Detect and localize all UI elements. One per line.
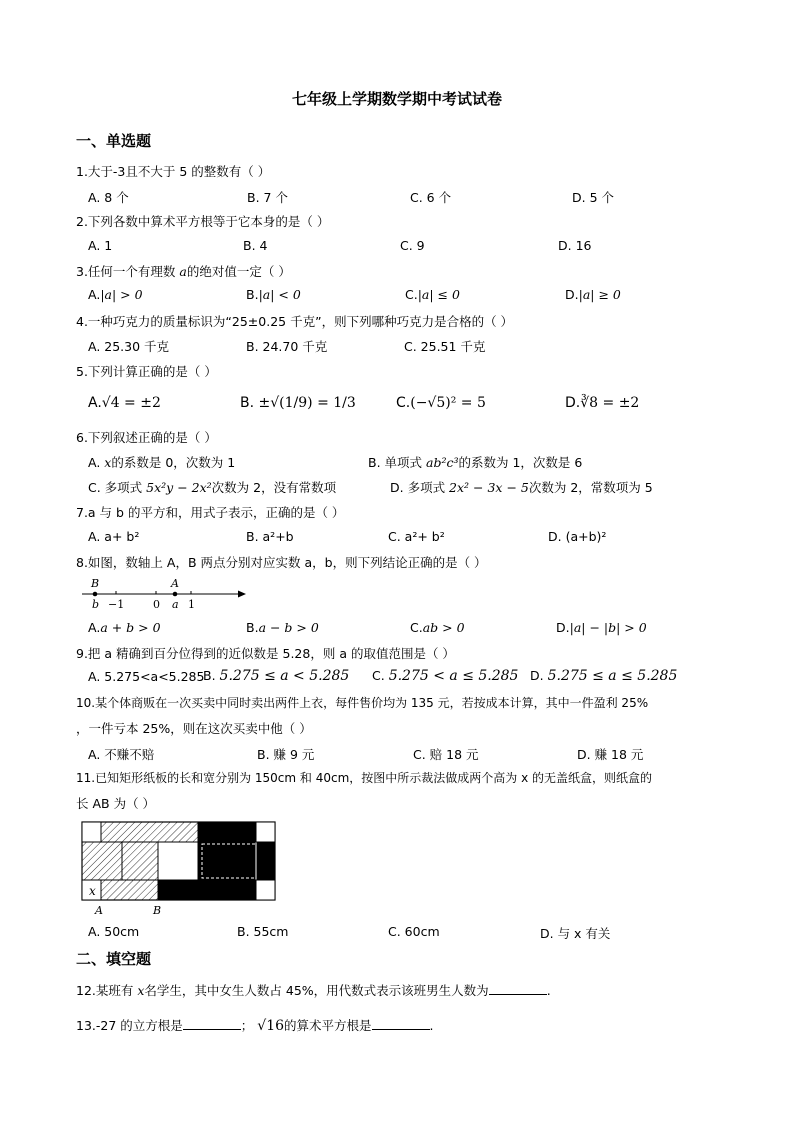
question-8-stem: 8.如图，数轴上 A，B 两点分别对应实数 a，b，则下列结论正确的是（ ） [76, 555, 487, 570]
question-10-option-a[interactable]: A. 不赚不赔 [88, 747, 155, 762]
option-label: D. [530, 668, 544, 683]
option-label: A. [88, 287, 101, 302]
option-label: C. 多项式 [88, 480, 147, 495]
question-13 [76, 1016, 726, 1036]
option-label: C. [405, 287, 418, 302]
question-1-option-d[interactable]: D. 5 个 [572, 190, 614, 205]
question-13-separator: ； [240, 1018, 254, 1033]
question-3-option-c[interactable] [405, 287, 460, 302]
option-math: |a| ≥ 0 [578, 287, 621, 302]
question-3-stem [76, 262, 726, 281]
option-label: D. [565, 287, 579, 302]
question-3-stem-text: 3.任何一个有理数 [76, 264, 180, 279]
option-math: 5.275 ≤ a ≤ 5.285 [547, 668, 678, 684]
question-13-period: . [429, 1018, 434, 1033]
option-label: D. [565, 395, 581, 411]
question-7-option-d[interactable]: D. (a+b)² [548, 529, 607, 544]
question-10-option-c[interactable]: C. 赔 18 元 [413, 747, 479, 762]
figure-label-A: A [95, 904, 103, 917]
option-math: 5.275 < a ≤ 5.285 [388, 668, 519, 684]
option-text: 次数为 2，常数项为 5 [528, 480, 653, 495]
question-7-option-a[interactable]: A. a+ b² [88, 529, 140, 544]
axis-label-a: a [172, 598, 179, 611]
option-text: 的系数是 0，次数为 1 [111, 455, 236, 470]
option-label: B. [246, 287, 259, 302]
option-label: C. [372, 668, 385, 683]
option-math: 5x²y − 2x² [146, 480, 212, 495]
question-3-option-a[interactable] [88, 287, 143, 302]
option-label: D. 多项式 [390, 480, 450, 495]
question-11-stem-line1: 11.已知矩形纸板的长和宽分别为 150cm 和 40cm，按图中所示裁法做成两个高为 x 的无盖纸盒，则纸盒的 [76, 771, 653, 785]
question-13-text: 13.-27 的立方根是 [76, 1018, 183, 1033]
option-label: B. ± [240, 395, 271, 411]
option-label: A. [88, 455, 105, 470]
question-8-option-b[interactable] [246, 620, 319, 635]
question-10-stem-line2: ，一件亏本 25%，则在这次买卖中他（ ） [76, 721, 312, 736]
answer-blank[interactable] [183, 1017, 241, 1030]
question-1-option-c[interactable]: C. 6 个 [410, 190, 452, 205]
option-label: B. 单项式 [368, 455, 426, 470]
question-5-stem: 5.下列计算正确的是（ ） [76, 364, 217, 379]
option-math: √4 = ±2 [101, 395, 161, 411]
option-math: √(1/9) = 1/3 [270, 395, 356, 411]
question-8-option-a[interactable] [88, 620, 161, 635]
question-7-stem: 7.a 与 b 的平方和，用式子表示，正确的是（ ） [76, 505, 345, 520]
option-math: a − b > 0 [258, 620, 319, 635]
option-math: ab > 0 [422, 620, 465, 635]
question-10-option-d[interactable]: D. 赚 18 元 [577, 747, 644, 762]
option-math: |a| − |b| > 0 [569, 620, 647, 635]
cardboard-cutting-figure [80, 820, 280, 918]
option-math: a + b > 0 [100, 620, 161, 635]
question-1-stem: 1.大于-3且不大于 5 的整数有（ ） [76, 164, 271, 179]
question-13-text-end: 的算术平方根是 [284, 1018, 372, 1033]
figure-label-B: B [153, 904, 162, 917]
question-5-option-c[interactable] [396, 395, 486, 411]
question-10-stem-line1: 10.某个体商贩在一次买卖中同时卖出两件上衣，每件售价均为 135 元，若按成本计算，其中一件盈利 25% [76, 696, 649, 710]
question-9-option-a[interactable]: A. 5.275<a<5.285 [88, 669, 205, 684]
question-2-option-d[interactable]: D. 16 [558, 238, 592, 253]
question-9-option-c[interactable] [372, 668, 518, 684]
option-math: 2x² − 3x − 5 [449, 480, 529, 495]
question-9-option-b[interactable] [203, 668, 349, 684]
option-math: ∛8 = ±2 [580, 395, 640, 411]
axis-label-A: A [171, 577, 179, 590]
question-7-option-b[interactable]: B. a²+b [246, 529, 294, 544]
question-2-option-a[interactable]: A. 1 [88, 238, 113, 253]
question-4-option-c[interactable]: C. 25.51 千克 [404, 339, 486, 354]
axis-label-neg1: −1 [108, 598, 125, 611]
question-3-option-b[interactable] [246, 287, 301, 302]
question-1-option-b[interactable]: B. 7 个 [247, 190, 288, 205]
page-title: 七年级上学期数学期中考试试卷 [291, 90, 502, 108]
option-math: |a| ≤ 0 [417, 287, 460, 302]
question-3-variable: a [179, 264, 187, 279]
question-12-text: 12.某班有 [76, 983, 138, 998]
question-9-option-d[interactable] [530, 668, 677, 684]
question-4-option-b[interactable]: B. 24.70 千克 [246, 339, 328, 354]
question-6-option-c[interactable] [88, 478, 336, 496]
question-12-variable: x [137, 983, 145, 998]
option-math: (−√5)² = 5 [410, 395, 486, 411]
answer-blank[interactable] [372, 1017, 430, 1030]
question-5-option-a[interactable] [88, 395, 161, 411]
option-label: A. [88, 395, 102, 411]
question-11-option-b[interactable]: B. 55cm [237, 924, 289, 939]
question-5-option-b[interactable] [240, 395, 356, 411]
option-text: 的系数为 1，次数是 6 [458, 455, 583, 470]
option-label: D. [556, 620, 570, 635]
axis-label-B: B [91, 577, 100, 590]
section-heading-single-choice: 一、单选题 [76, 132, 152, 150]
axis-label-0: 0 [153, 598, 160, 611]
question-11-option-a[interactable]: A. 50cm [88, 924, 140, 939]
question-5-option-d[interactable] [565, 395, 639, 411]
question-8-option-c[interactable] [410, 620, 465, 635]
axis-label-1: 1 [188, 598, 195, 611]
question-12 [76, 981, 726, 1000]
question-4-stem: 4.一种巧克力的质量标识为“25±0.25 千克”，则下列哪种巧克力是合格的（ ） [76, 314, 514, 329]
question-3-stem-text-end: 的绝对值一定（ ） [186, 264, 291, 279]
question-2-option-c[interactable]: C. 9 [400, 238, 425, 253]
question-6-option-d[interactable] [390, 478, 653, 496]
question-11-option-d[interactable]: D. 与 x 有关 [540, 926, 611, 941]
answer-blank[interactable] [489, 982, 547, 995]
question-2-option-b[interactable]: B. 4 [243, 238, 268, 253]
question-4-option-a[interactable]: A. 25.30 千克 [88, 339, 170, 354]
question-8-option-d[interactable] [556, 620, 647, 635]
question-10-option-b[interactable]: B. 赚 9 元 [257, 747, 315, 762]
section-heading-fill-blank: 二、填空题 [76, 950, 152, 968]
question-3-option-d[interactable] [565, 287, 621, 302]
option-math: |a| > 0 [100, 287, 143, 302]
question-1-option-a[interactable]: A. 8 个 [88, 190, 129, 205]
question-6-stem: 6.下列叙述正确的是（ ） [76, 430, 217, 445]
question-7-option-c[interactable]: C. a²+ b² [388, 529, 445, 544]
option-label: B. [203, 668, 216, 683]
figure-label-x: x [89, 884, 96, 898]
question-11-option-c[interactable]: C. 60cm [388, 924, 440, 939]
axis-label-b: b [92, 598, 100, 611]
option-label: C. [396, 395, 411, 411]
question-12-period: . [546, 983, 551, 998]
question-12-text-end: 名学生，其中女生人数占 45%，用代数式表示该班男生人数为 [144, 983, 489, 998]
option-math: 5.275 ≤ a < 5.285 [219, 668, 350, 684]
option-math: |a| < 0 [258, 287, 301, 302]
number-line-figure [78, 575, 248, 613]
option-label: B. [246, 620, 259, 635]
option-math: x [104, 455, 112, 470]
question-11-stem-line2: 长 AB 为（ ） [76, 796, 156, 811]
option-label: C. [410, 620, 423, 635]
option-label: A. [88, 620, 101, 635]
question-6-option-a[interactable] [88, 453, 235, 471]
option-math: ab²c³ [426, 455, 459, 470]
question-9-stem: 9.把 a 精确到百分位得到的近似数是 5.28，则 a 的取值范围是（ ） [76, 646, 455, 661]
question-6-option-b[interactable] [368, 453, 582, 471]
question-13-math: √16 [257, 1018, 285, 1034]
question-2-stem: 2.下列各数中算术平方根等于它本身的是（ ） [76, 214, 330, 229]
option-text: 次数为 2，没有常数项 [211, 480, 337, 495]
